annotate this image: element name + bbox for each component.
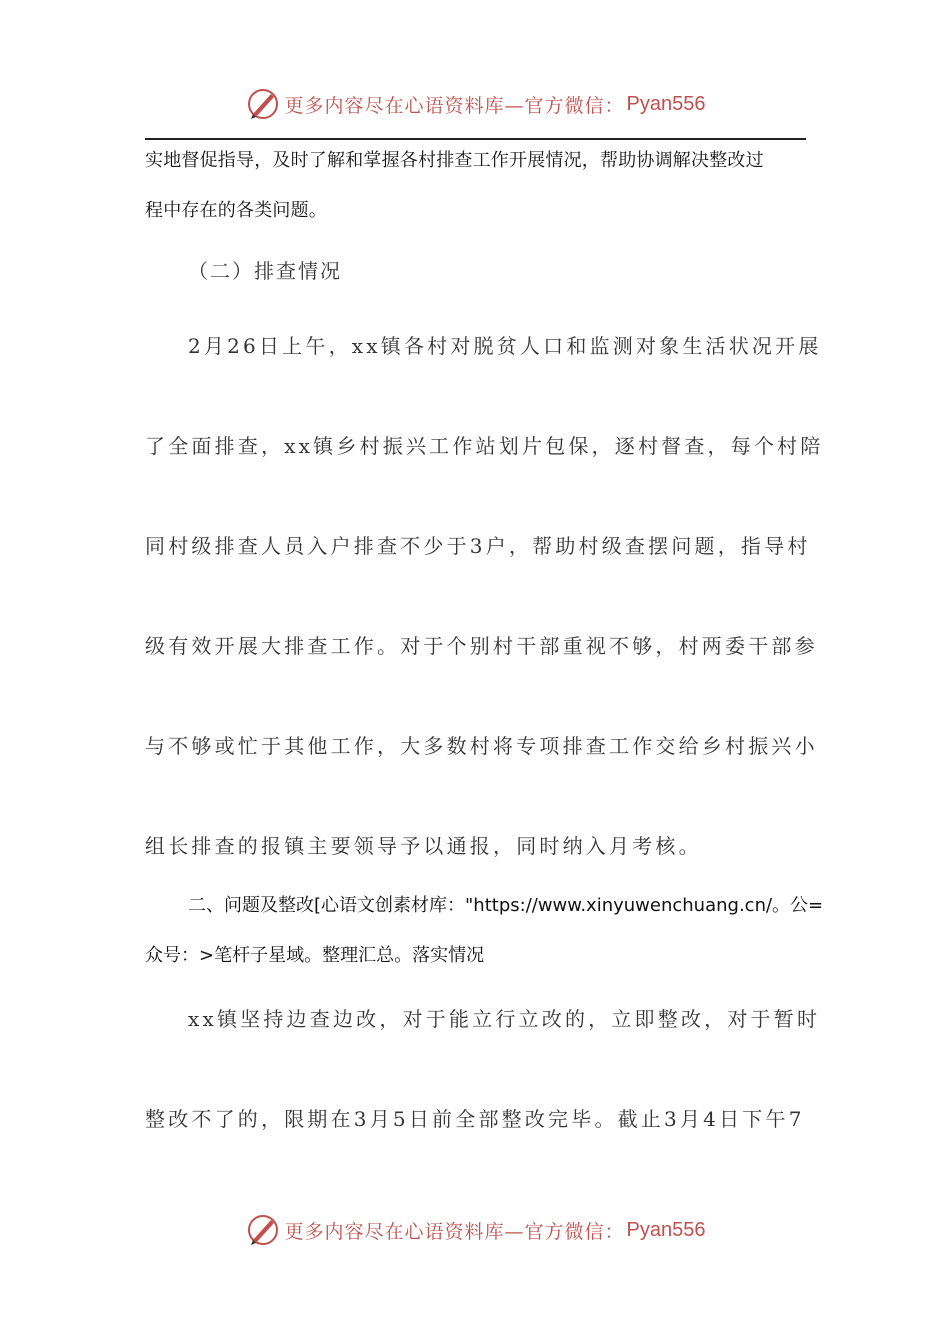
header-wechat-id: Pyan556 [626,92,706,115]
section-heading: 二、问题及整改[心语文创素材库："https://www.xinyuwenchuang.cn/。公= [188,895,824,916]
header-banner [0,82,950,126]
text-line: xx镇坚持边查边改，对于能立行立改的，立即整改，对于暂时 [188,1007,821,1031]
text-line: 程中存在的各类问题。 [145,200,327,221]
text-line: 级有效开展大排查工作。对于个别村干部重视不够，村两委干部参 [145,634,818,658]
section-heading: （二）排查情况 [188,259,342,283]
footer-banner [0,1208,950,1252]
text-line: 了全面排查，xx镇乡村振兴工作站划片包保，逐村督查，每个村陪 [145,434,824,458]
header-text: 更多内容尽在心语资料库—官方微信： [284,94,625,117]
header-rule [145,138,806,140]
text-line: 与不够或忙于其他工作，大多数村将专项排查工作交给乡村振兴小 [145,734,818,758]
text-line: 2月26日上午，xx镇各村对脱贫人口和监测对象生活状况开展 [188,334,822,358]
text-line: 组长排查的报镇主要领导予以通报，同时纳入月考核。 [145,834,702,858]
text-line: 实地督促指导，及时了解和掌握各村排查工作开展情况，帮助协调解决整改过 [145,150,764,171]
text-line: 同村级排查人员入户排查不少于3户，帮助村级查摆问题，指导村 [145,534,811,558]
pen-logo-icon [245,86,281,122]
text-line: 整改不了的，限期在3月5日前全部整改完毕。截止3月4日下午7 [145,1107,805,1131]
footer-wechat-id: Pyan556 [626,1218,706,1241]
section-heading-cont: 众号：>笔杆子星域。整理汇总。落实情况 [145,945,485,966]
pen-logo-icon [245,1212,281,1248]
footer-text: 更多内容尽在心语资料库—官方微信： [284,1220,625,1243]
